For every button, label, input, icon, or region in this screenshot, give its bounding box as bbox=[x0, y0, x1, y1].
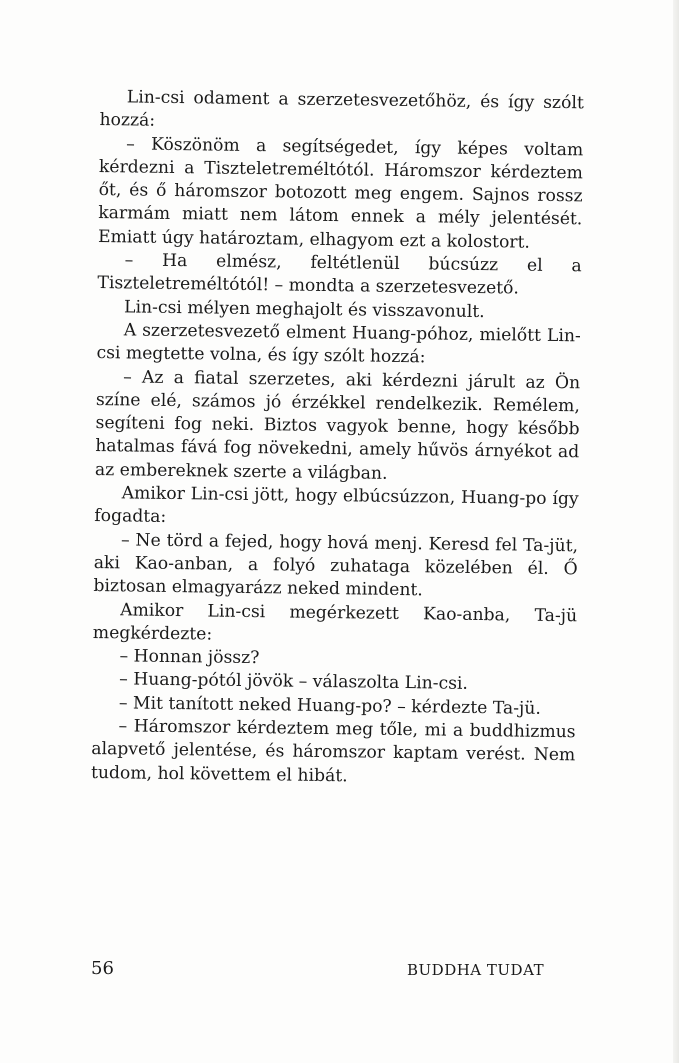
page-number: 56 bbox=[91, 958, 114, 979]
paragraph: – Az a fiatal szerzetes, aki kérdezni járult az Ön színe elé, számos jó érzékkel rendelkezik. Remélem, segíteni fog neki. Biztos vagyok benne, hogy később hatalmas fává fog növekedni, amely hűvös árnyékot ad az embereknek szerte a világban. bbox=[94, 366, 581, 484]
paragraph: Lin-csi odament a szerzetesvezetőhöz, és így szólt hozzá: bbox=[99, 87, 584, 132]
paragraph: Amikor Lin-csi megérkezett Kao-anba, Ta-jü megkérdezte: bbox=[92, 599, 578, 645]
paragraph: – Huang-pótól jövök – válaszolta Lin-csi. bbox=[119, 669, 469, 695]
page-body-text bbox=[91, 86, 584, 791]
paragraph: – Mit tanított neked Huang-po? – kérdezte Ta-jü. bbox=[118, 693, 541, 719]
page-edge bbox=[673, 0, 679, 1063]
paragraph: – Köszönöm a segítségedet, így képes voltam kérdezni a Tiszteletreméltótól. Háromszor kérdeztem őt, és ő háromszor botozott meg engem. Sajnos rossz karmám miatt nem látom ennek a mély jelentését. Emiatt úgy határoztam, elhagyom ezt a kolostort. bbox=[97, 133, 584, 253]
paragraph: Amikor Lin-csi jött, hogy elbúcsúzzon, Huang-po így fogadta: bbox=[94, 483, 579, 528]
paragraph: – Honnan jössz? bbox=[119, 646, 260, 669]
paragraph: – Ne törd a fejed, hogy hová menj. Keresd fel Ta-jüt, aki Kao-anban, a folyó zuhataga közelében él. Ő biztosan elmagyarázz neked mindent. bbox=[93, 529, 579, 601]
running-title: BUDDHA TUDAT bbox=[407, 961, 545, 979]
paragraph: A szerzetesvezető elment Huang-póhoz, mielőtt Lin-csi megtette volna, és így szólt hozzá: bbox=[96, 320, 581, 368]
paragraph: – Ha elmész, feltétlenül búcsúzz el a Tiszteletreméltótól! – mondta a szerzetesvezető. bbox=[97, 250, 582, 299]
paragraph: – Háromszor kérdeztem meg tőle, mi a buddhizmus alapvető jelentése, és háromszor kaptam verést. Nem tudom, hol követtem el hibát. bbox=[90, 716, 576, 786]
paragraph: Lin-csi mélyen meghajolt és visszavonult. bbox=[123, 297, 485, 322]
